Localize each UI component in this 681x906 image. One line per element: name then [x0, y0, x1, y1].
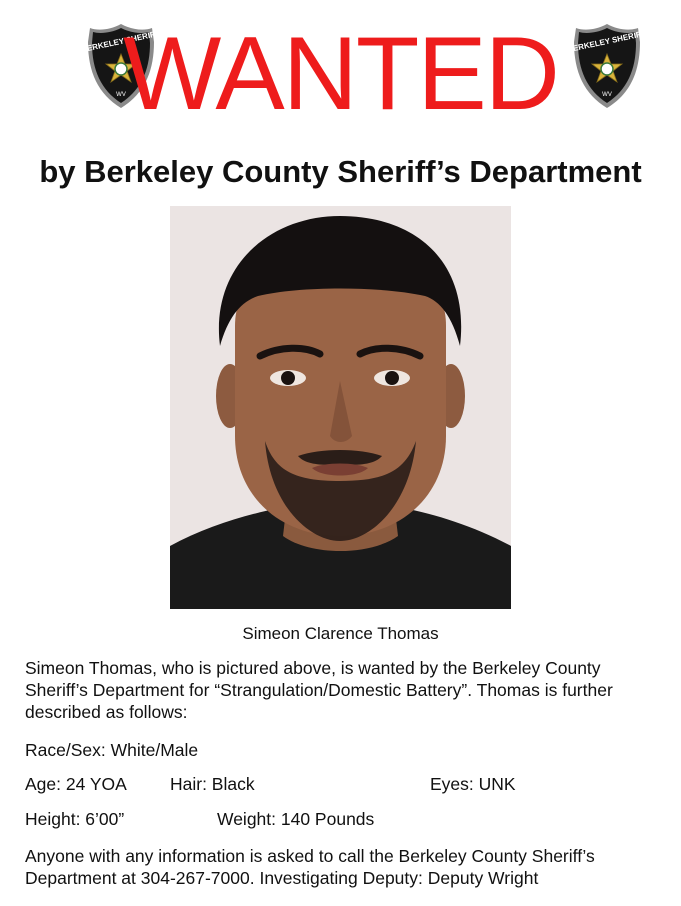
- badge-top-text: BERKELEY SHERIFF: [572, 28, 642, 55]
- sheriff-badge-right: [572, 22, 642, 110]
- age-value: Age: 24 YOA: [25, 774, 127, 794]
- weight-value: Weight: 140 Pounds: [217, 809, 375, 829]
- description-paragraph: Simeon Thomas, who is pictured above, is wanted by the Berkeley County Sheriff’s Department for “Strangulation/Domestic Battery”. Thomas is further described as follows:: [25, 658, 613, 722]
- contact-paragraph: Anyone with any information is asked to call the Berkeley County Sheriff’s Department at 304-267-7000. Investigating Deputy: Deputy Wright: [25, 846, 595, 888]
- height-value: Height: 6’00”: [25, 809, 125, 829]
- race-sex-value: Race/Sex: White/Male: [25, 740, 199, 760]
- badge-bottom-text: WV: [602, 92, 612, 98]
- badge-bottom-text: WV: [116, 92, 126, 98]
- badge-top-text: BERKELEY SHERIFF: [86, 28, 156, 55]
- wanted-title: WANTED: [123, 16, 558, 132]
- suspect-photo: [170, 206, 511, 609]
- eyes-value: Eyes: UNK: [430, 774, 516, 794]
- subtitle: by Berkeley County Sheriff’s Department: [39, 154, 642, 189]
- hair-value: Hair: Black: [170, 774, 255, 794]
- photo-caption: Simeon Clarence Thomas: [242, 624, 439, 643]
